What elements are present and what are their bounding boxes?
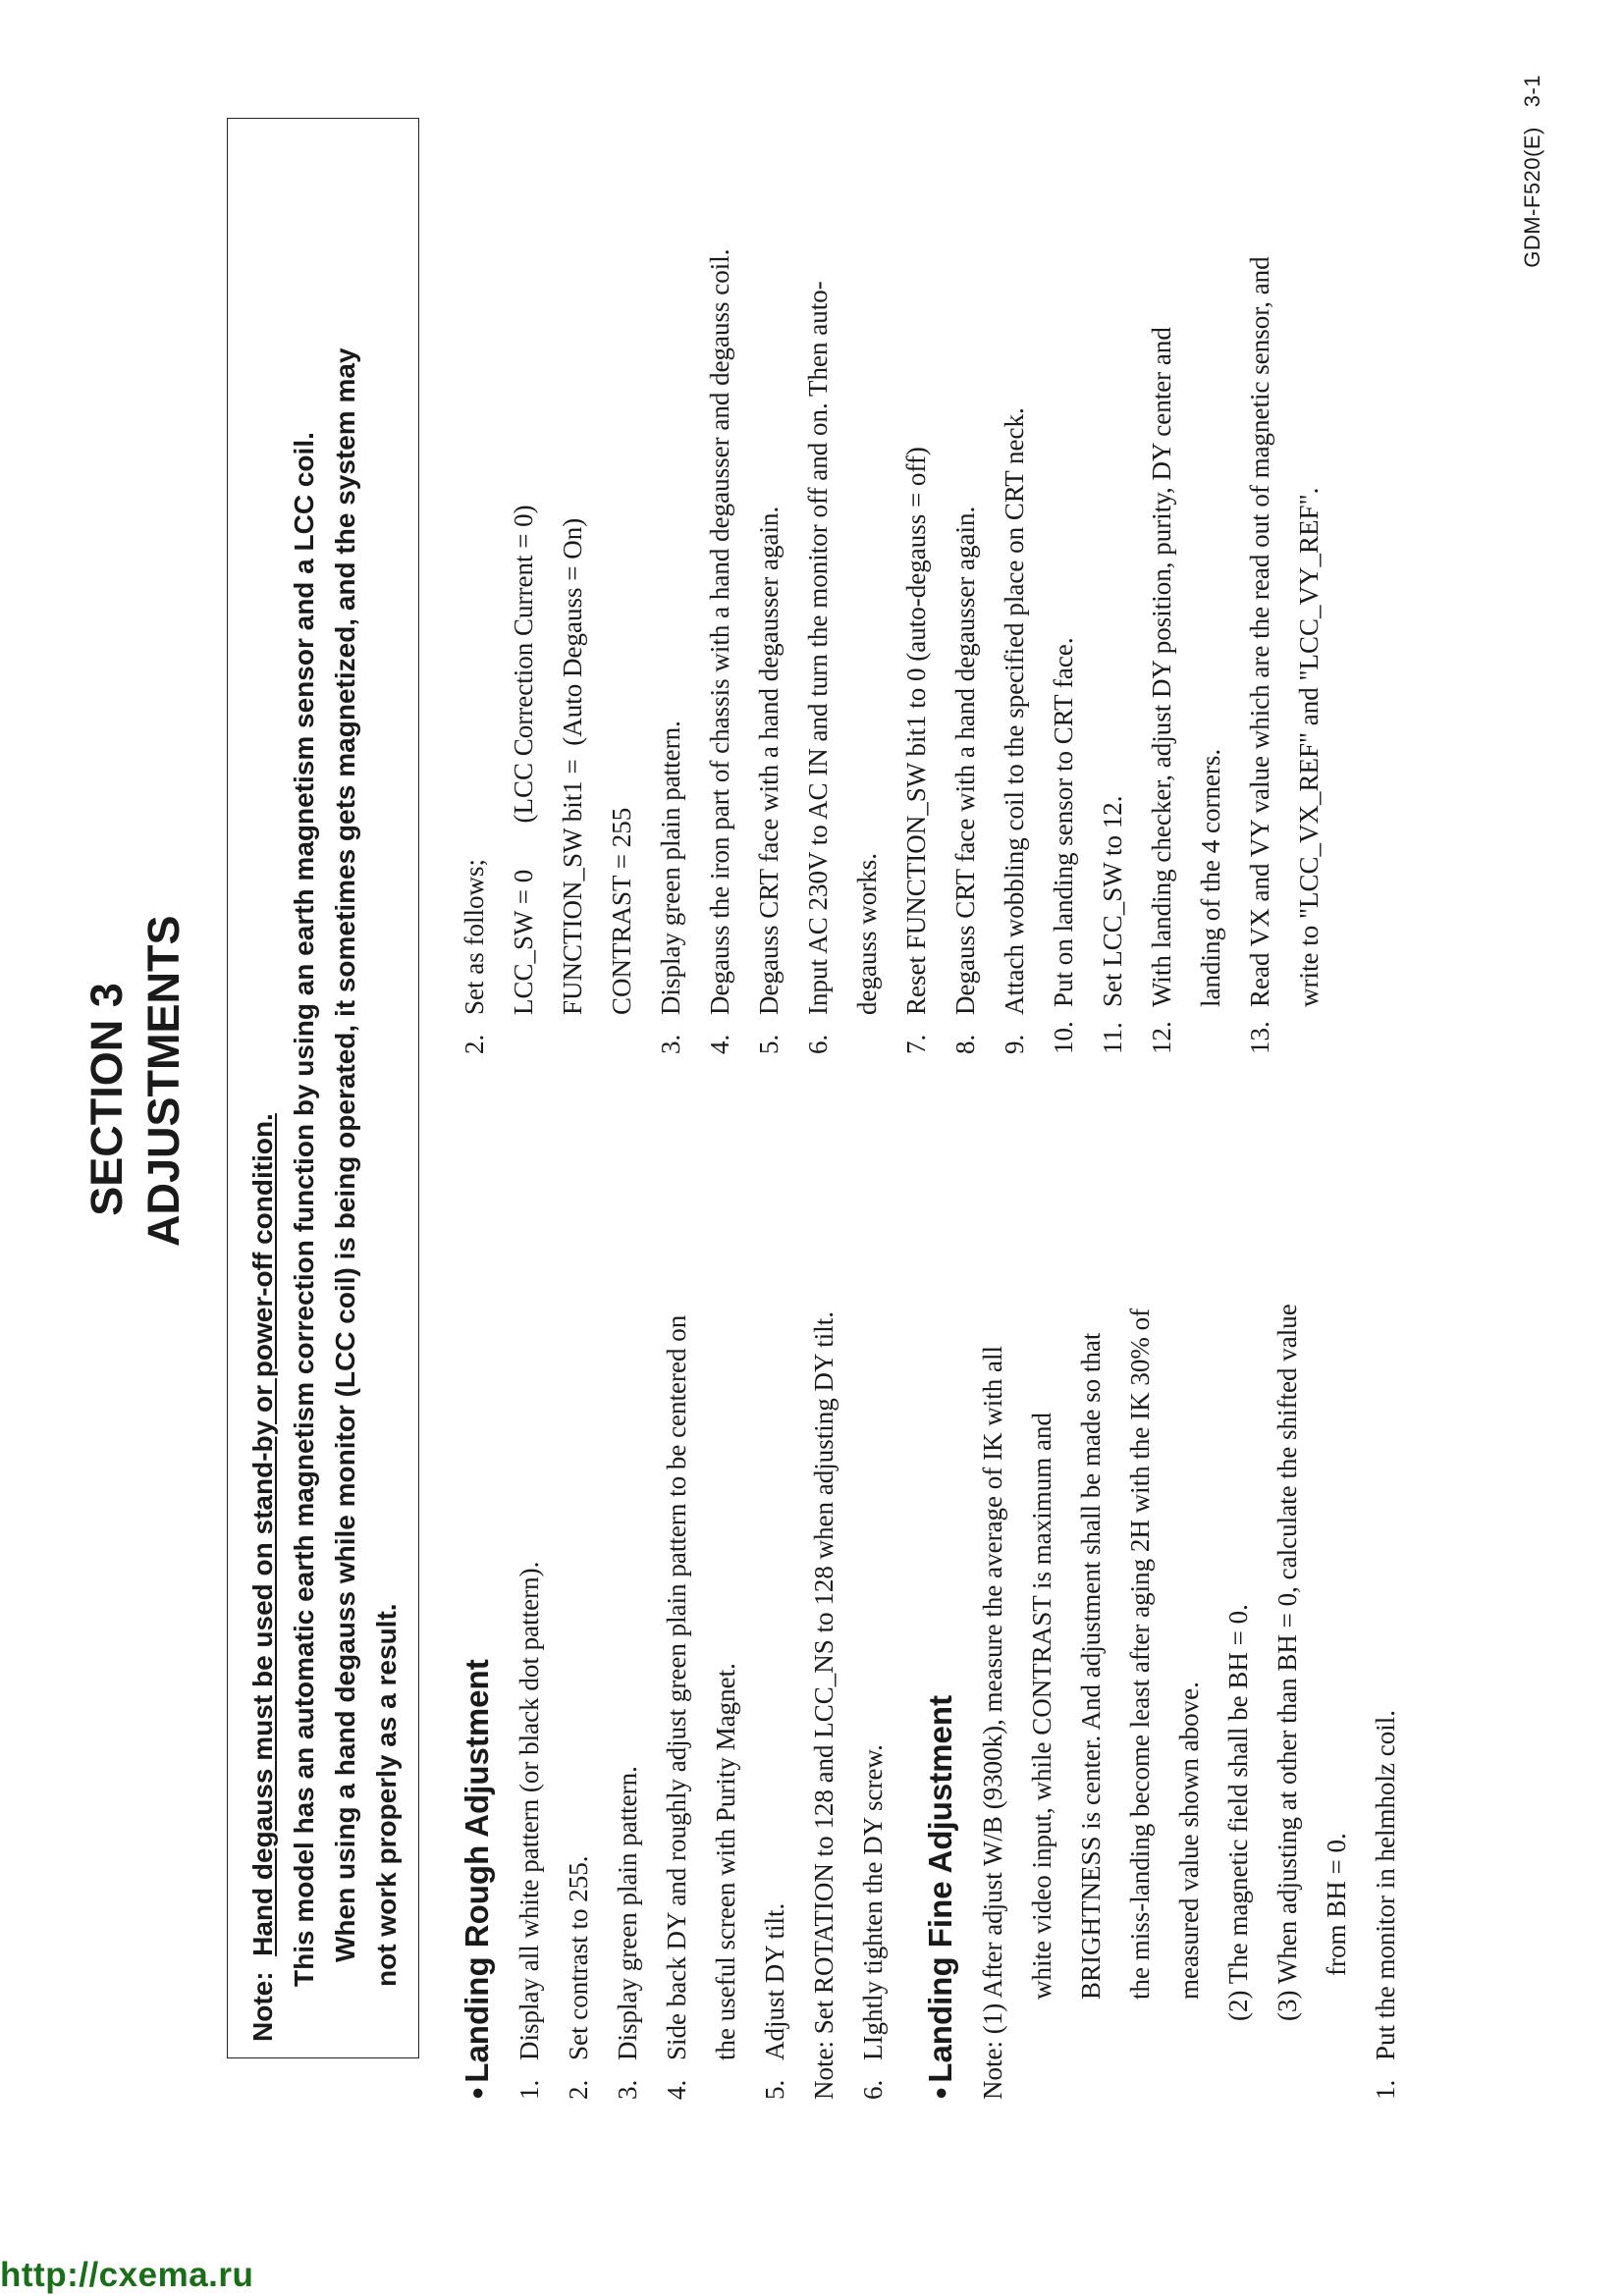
item-number: 3. <box>613 2079 642 2100</box>
item-text: Degauss the iron part of chassis with a hand degausser and degauss coil. <box>705 248 734 1015</box>
setting-row <box>597 24 646 1054</box>
fine-note-line: from BH = 0. <box>1322 1833 1351 1976</box>
item-number: 12. <box>1147 1021 1176 1054</box>
page-footer <box>1520 75 1545 300</box>
item-number: 4. <box>705 1034 734 1054</box>
item-text: Put the monitor in helmholz coil. <box>1371 1710 1400 2060</box>
note-line-2: This model has an automatic earth magnetism correction function by using an earth magnetism sensor and a LCC coil. <box>289 432 319 1987</box>
rough-heading-text: Landing Rough Adjustment <box>459 1659 495 2083</box>
note-line-4: not work properly as a result. <box>371 1603 402 1987</box>
item-number: 3. <box>656 1034 685 1054</box>
fine-item <box>1137 24 1186 1054</box>
item-text: Display green plain pattern. <box>613 1766 642 2060</box>
item-number: 6. <box>803 1034 833 1054</box>
item-text: Attach wobbling coil to the specified place on CRT neck. <box>1000 407 1029 1015</box>
item-text: Read VX and VY value which are the read out of magnetic sensor, and <box>1245 256 1274 1007</box>
model-number: GDM-F520(E) <box>1520 127 1544 268</box>
item-text: Input AC 230V to AC IN and turn the monitor off and on. Then auto- <box>803 281 833 1015</box>
item-text: Degauss CRT face with a hand degausser again. <box>950 506 980 1015</box>
item-text: Display all white pattern (or black dot pattern). <box>514 1561 544 2060</box>
left-column <box>450 941 1410 2100</box>
rough-item <box>848 941 897 2100</box>
fine-item-continued <box>1186 24 1235 1054</box>
rough-item <box>652 941 701 2100</box>
item-number: 2. <box>460 1034 489 1054</box>
item-number: 2. <box>564 2079 593 2100</box>
setting-key: LCC_SW = 0 <box>509 869 538 1015</box>
item-number: 13. <box>1245 1021 1274 1054</box>
fine-note-line: white video input, while CONTRAST is maximum and <box>1027 1413 1056 2000</box>
item-text: the useful screen with Purity Magnet. <box>711 1663 740 2060</box>
item-number: 7. <box>901 1034 931 1054</box>
right-column <box>450 24 1333 1054</box>
fine-item <box>1088 24 1137 1054</box>
fine-item <box>1039 24 1088 1054</box>
page-title <box>79 915 192 1247</box>
section-title: ADJUSTMENTS <box>138 915 189 1247</box>
note-text-c: be used on stand-by or power-off condition. <box>247 1113 278 1695</box>
watermark-url[interactable]: http://cxema.ru <box>0 2256 254 2294</box>
fine-item <box>1361 941 1410 2100</box>
fine-note-line: the miss-landing become least after aging 2H with the IK 30% of <box>1125 1308 1155 2000</box>
item-text: Put on landing sensor to CRT face. <box>1049 637 1078 1007</box>
item-text: degauss works. <box>852 853 882 1015</box>
fine-item-continued <box>842 24 892 1054</box>
setting-value: (Auto Degauss = On) <box>558 517 587 746</box>
section-number: SECTION 3 <box>81 983 132 1216</box>
fine-item <box>892 24 941 1054</box>
rough-item <box>505 941 554 2100</box>
rough-item <box>554 941 603 2100</box>
item-number: 8. <box>950 1034 980 1054</box>
fine-item <box>695 24 744 1054</box>
fine-heading-text: Landing Fine Adjustment <box>922 1694 958 2083</box>
item-number: 1. <box>514 2079 544 2100</box>
item-text: LIghtly tighten the DY screw. <box>858 1744 888 2060</box>
item-text: With landing checker, adjust DY position, purity, DY center and <box>1147 327 1176 1007</box>
item-text: Set LCC_SW to 12. <box>1098 795 1127 1007</box>
item-text: Display green plain pattern. <box>656 721 685 1015</box>
rough-heading <box>450 941 505 2100</box>
note-line-1 <box>243 119 284 2042</box>
item-text: Adjust DY tilt. <box>760 1902 789 2060</box>
item-number: 5. <box>760 2079 789 2100</box>
item-number: 6. <box>858 2079 888 2100</box>
item-text: Degauss CRT face with a hand degausser again. <box>754 506 784 1015</box>
fine-item <box>646 24 695 1054</box>
item-text: write to "LCC_VX_REF" and "LCC_VY_REF". <box>1294 487 1324 1007</box>
fine-heading <box>913 941 968 2100</box>
setting-row <box>548 24 597 1054</box>
fine-item <box>941 24 990 1054</box>
item-text: landing of the 4 corners. <box>1196 748 1225 1007</box>
fine-item <box>450 24 499 1054</box>
fine-item <box>1235 24 1284 1054</box>
rough-item <box>603 941 652 2100</box>
item-number: 1. <box>1371 2079 1400 2100</box>
fine-note-line: (3) When adjusting at other than BH = 0, calculate the shifted value <box>1272 1304 1302 2021</box>
item-number: 11. <box>1098 1022 1127 1054</box>
note-must: must <box>247 1694 278 1761</box>
item-number: 4. <box>662 2079 691 2100</box>
item-number: 9. <box>1000 1034 1029 1054</box>
fine-item-continued <box>1284 24 1333 1054</box>
rough-item <box>750 941 799 2100</box>
fine-note-line: measured value shown above. <box>1174 1682 1204 2000</box>
item-number: 5. <box>754 1034 784 1054</box>
bullet-icon: ● <box>464 2086 489 2100</box>
fine-note-line: (2) The magnetic field shall be BH = 0. <box>1223 1604 1253 2021</box>
setting-key: FUNCTION_SW bit1 = <box>558 759 587 1015</box>
setting-row <box>499 24 548 1054</box>
degauss-note-box <box>227 118 419 2058</box>
fine-note-line: Note: (1) After adjust W/B (9300k), measure the average of IK with all <box>978 1345 1007 2100</box>
item-number: 10. <box>1049 1021 1078 1054</box>
item-text: Set as follows; <box>460 859 489 1015</box>
page-number: 3-1 <box>1520 75 1544 108</box>
rough-note: Note: Set ROTATION to 128 and LCC_NS to 128 when adjusting DY tilt. <box>809 1310 839 2100</box>
note-text-a: Hand degauss <box>247 1760 278 1956</box>
fine-item <box>793 24 842 1054</box>
rough-item-continued <box>701 941 750 2100</box>
setting-value: (LCC Correction Current = 0) <box>509 505 538 824</box>
item-text: Side back DY and roughly adjust green plain pattern to be centered on <box>662 1314 691 2060</box>
fine-item <box>990 24 1039 1054</box>
fine-note-line: BRIGHTNESS is center. And adjustment shall be made so that <box>1076 1332 1106 2000</box>
note-label: Note: <box>247 1971 278 2042</box>
item-text: Set contrast to 255. <box>564 1855 593 2060</box>
item-text: Reset FUNCTION_SW bit1 to 0 (auto-degauss = off) <box>901 447 931 1015</box>
note-line-3: When using a hand degauss while monitor (LCC coil) is being operated, it sometimes gets magnetized, and the system may <box>330 347 360 1962</box>
setting-key: CONTRAST = 255 <box>607 807 636 1015</box>
fine-item <box>744 24 793 1054</box>
bullet-icon: ● <box>928 2086 952 2100</box>
